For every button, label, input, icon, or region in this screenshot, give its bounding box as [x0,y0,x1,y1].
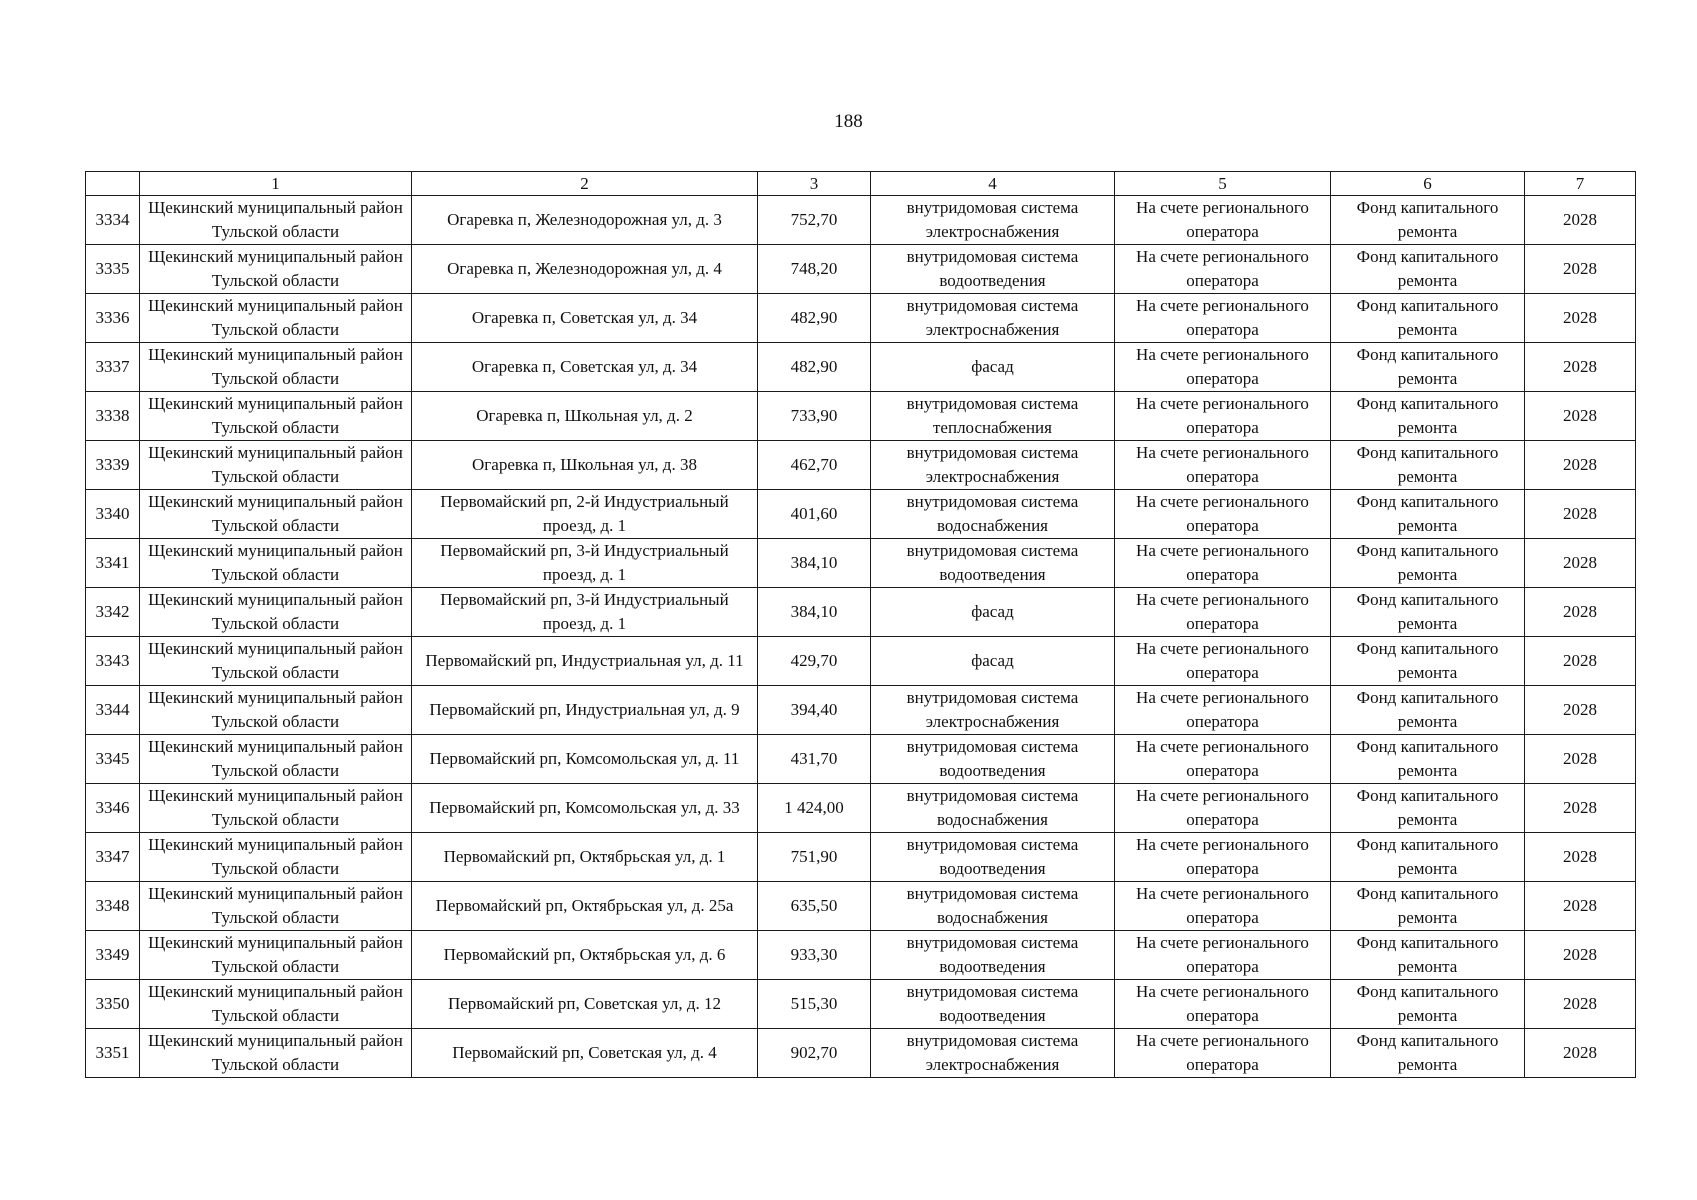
work-type-cell: фасад [871,343,1115,392]
district-cell: Щекинский муниципальный район Тульской области [140,245,412,294]
district-cell: Щекинский муниципальный район Тульской области [140,1029,412,1078]
account-cell: На счете регионального оператора [1115,931,1331,980]
work-type-cell: внутридомовая система водоотведения [871,245,1115,294]
account-cell: На счете регионального оператора [1115,735,1331,784]
address-cell: Первомайский рп, Октябрьская ул, д. 1 [412,833,758,882]
address-cell: Огаревка п, Советская ул, д. 34 [412,343,758,392]
row-number-cell: 3334 [86,196,140,245]
account-cell: На счете регионального оператора [1115,833,1331,882]
area-cell: 902,70 [758,1029,871,1078]
address-cell: Огаревка п, Железнодорожная ул, д. 4 [412,245,758,294]
account-cell: На счете регионального оператора [1115,980,1331,1029]
row-number-cell: 3346 [86,784,140,833]
address-cell: Огаревка п, Школьная ул, д. 2 [412,392,758,441]
year-cell: 2028 [1525,245,1636,294]
area-cell: 482,90 [758,294,871,343]
work-type-cell: внутридомовая система электроснабжения [871,1029,1115,1078]
address-cell: Первомайский рп, Комсомольская ул, д. 33 [412,784,758,833]
table-row [86,588,1636,637]
table-row [86,784,1636,833]
table-row [86,294,1636,343]
district-cell: Щекинский муниципальный район Тульской области [140,882,412,931]
table-row [86,637,1636,686]
row-number-cell: 3344 [86,686,140,735]
funding-source-cell: Фонд капитального ремонта [1331,392,1525,441]
funding-source-cell: Фонд капитального ремонта [1331,882,1525,931]
header-cell-empty [86,172,140,196]
account-cell: На счете регионального оператора [1115,637,1331,686]
table-row [86,735,1636,784]
year-cell: 2028 [1525,1029,1636,1078]
area-cell: 733,90 [758,392,871,441]
address-cell: Огаревка п, Советская ул, д. 34 [412,294,758,343]
address-cell: Первомайский рп, Советская ул, д. 12 [412,980,758,1029]
table-row [86,686,1636,735]
work-type-cell: внутридомовая система водоснабжения [871,882,1115,931]
district-cell: Щекинский муниципальный район Тульской области [140,343,412,392]
funding-source-cell: Фонд капитального ремонта [1331,294,1525,343]
funding-source-cell: Фонд капитального ремонта [1331,784,1525,833]
header-cell-2: 2 [412,172,758,196]
address-cell: Первомайский рп, Индустриальная ул, д. 9 [412,686,758,735]
district-cell: Щекинский муниципальный район Тульской области [140,441,412,490]
funding-source-cell: Фонд капитального ремонта [1331,490,1525,539]
district-cell: Щекинский муниципальный район Тульской области [140,294,412,343]
row-number-cell: 3348 [86,882,140,931]
year-cell: 2028 [1525,539,1636,588]
header-cell-7: 7 [1525,172,1636,196]
address-cell: Первомайский рп, Советская ул, д. 4 [412,1029,758,1078]
area-cell: 933,30 [758,931,871,980]
work-type-cell: внутридомовая система теплоснабжения [871,392,1115,441]
table-row [86,882,1636,931]
work-type-cell: внутридомовая система электроснабжения [871,294,1115,343]
row-number-cell: 3347 [86,833,140,882]
table-header [86,172,1636,196]
table-row [86,245,1636,294]
row-number-cell: 3349 [86,931,140,980]
table-row [86,490,1636,539]
account-cell: На счете регионального оператора [1115,392,1331,441]
row-number-cell: 3341 [86,539,140,588]
account-cell: На счете регионального оператора [1115,196,1331,245]
funding-source-cell: Фонд капитального ремонта [1331,441,1525,490]
area-cell: 752,70 [758,196,871,245]
funding-source-cell: Фонд капитального ремонта [1331,735,1525,784]
row-number-cell: 3339 [86,441,140,490]
address-cell: Первомайский рп, 3-й Индустриальный проезд, д. 1 [412,588,758,637]
address-cell: Первомайский рп, Октябрьская ул, д. 6 [412,931,758,980]
table-body [86,196,1636,1078]
row-number-cell: 3340 [86,490,140,539]
year-cell: 2028 [1525,637,1636,686]
district-cell: Щекинский муниципальный район Тульской области [140,833,412,882]
account-cell: На счете регионального оператора [1115,490,1331,539]
funding-source-cell: Фонд капитального ремонта [1331,931,1525,980]
area-cell: 1 424,00 [758,784,871,833]
district-cell: Щекинский муниципальный район Тульской области [140,392,412,441]
row-number-cell: 3335 [86,245,140,294]
district-cell: Щекинский муниципальный район Тульской области [140,196,412,245]
year-cell: 2028 [1525,784,1636,833]
row-number-cell: 3338 [86,392,140,441]
address-cell: Первомайский рп, Комсомольская ул, д. 11 [412,735,758,784]
account-cell: На счете регионального оператора [1115,294,1331,343]
address-cell: Первомайский рп, Индустриальная ул, д. 11 [412,637,758,686]
funding-source-cell: Фонд капитального ремонта [1331,588,1525,637]
year-cell: 2028 [1525,980,1636,1029]
row-number-cell: 3342 [86,588,140,637]
work-type-cell: фасад [871,588,1115,637]
header-row [86,172,1636,196]
year-cell: 2028 [1525,833,1636,882]
table-row [86,980,1636,1029]
account-cell: На счете регионального оператора [1115,245,1331,294]
table-row [86,392,1636,441]
funding-source-cell: Фонд капитального ремонта [1331,833,1525,882]
row-number-cell: 3336 [86,294,140,343]
row-number-cell: 3345 [86,735,140,784]
funding-source-cell: Фонд капитального ремонта [1331,980,1525,1029]
account-cell: На счете регионального оператора [1115,441,1331,490]
funding-source-cell: Фонд капитального ремонта [1331,245,1525,294]
funding-source-cell: Фонд капитального ремонта [1331,686,1525,735]
district-cell: Щекинский муниципальный район Тульской области [140,784,412,833]
work-type-cell: внутридомовая система водоотведения [871,833,1115,882]
account-cell: На счете регионального оператора [1115,882,1331,931]
page-number: 188 [834,111,863,132]
year-cell: 2028 [1525,490,1636,539]
district-cell: Щекинский муниципальный район Тульской области [140,931,412,980]
year-cell: 2028 [1525,441,1636,490]
table-row [86,539,1636,588]
area-cell: 635,50 [758,882,871,931]
header-cell-5: 5 [1115,172,1331,196]
funding-source-cell: Фонд капитального ремонта [1331,343,1525,392]
area-cell: 515,30 [758,980,871,1029]
year-cell: 2028 [1525,196,1636,245]
address-cell: Первомайский рп, 2-й Индустриальный проезд, д. 1 [412,490,758,539]
area-cell: 401,60 [758,490,871,539]
area-cell: 384,10 [758,588,871,637]
year-cell: 2028 [1525,588,1636,637]
row-number-cell: 3337 [86,343,140,392]
district-cell: Щекинский муниципальный район Тульской области [140,588,412,637]
district-cell: Щекинский муниципальный район Тульской области [140,490,412,539]
work-type-cell: внутридомовая система водоотведения [871,735,1115,784]
area-cell: 384,10 [758,539,871,588]
work-type-cell: внутридомовая система водоотведения [871,931,1115,980]
work-type-cell: внутридомовая система водоотведения [871,980,1115,1029]
area-cell: 429,70 [758,637,871,686]
header-cell-1: 1 [140,172,412,196]
district-cell: Щекинский муниципальный район Тульской области [140,980,412,1029]
district-cell: Щекинский муниципальный район Тульской области [140,735,412,784]
address-cell: Первомайский рп, 3-й Индустриальный проезд, д. 1 [412,539,758,588]
account-cell: На счете регионального оператора [1115,784,1331,833]
table-row [86,833,1636,882]
district-cell: Щекинский муниципальный район Тульской области [140,637,412,686]
work-type-cell: фасад [871,637,1115,686]
account-cell: На счете регионального оператора [1115,588,1331,637]
work-type-cell: внутридомовая система электроснабжения [871,441,1115,490]
account-cell: На счете регионального оператора [1115,539,1331,588]
row-number-cell: 3351 [86,1029,140,1078]
district-cell: Щекинский муниципальный район Тульской области [140,539,412,588]
year-cell: 2028 [1525,343,1636,392]
account-cell: На счете регионального оператора [1115,686,1331,735]
table-row [86,343,1636,392]
area-cell: 751,90 [758,833,871,882]
table-row [86,196,1636,245]
address-cell: Первомайский рп, Октябрьская ул, д. 25а [412,882,758,931]
table-row [86,1029,1636,1078]
header-cell-3: 3 [758,172,871,196]
address-cell: Огаревка п, Железнодорожная ул, д. 3 [412,196,758,245]
year-cell: 2028 [1525,294,1636,343]
account-cell: На счете регионального оператора [1115,343,1331,392]
year-cell: 2028 [1525,686,1636,735]
work-type-cell: внутридомовая система электроснабжения [871,686,1115,735]
year-cell: 2028 [1525,735,1636,784]
district-cell: Щекинский муниципальный район Тульской области [140,686,412,735]
work-type-cell: внутридомовая система водоснабжения [871,784,1115,833]
year-cell: 2028 [1525,882,1636,931]
work-type-cell: внутридомовая система водоснабжения [871,490,1115,539]
funding-source-cell: Фонд капитального ремонта [1331,637,1525,686]
area-cell: 482,90 [758,343,871,392]
funding-source-cell: Фонд капитального ремонта [1331,539,1525,588]
year-cell: 2028 [1525,931,1636,980]
year-cell: 2028 [1525,392,1636,441]
table-row [86,441,1636,490]
funding-source-cell: Фонд капитального ремонта [1331,196,1525,245]
work-type-cell: внутридомовая система электроснабжения [871,196,1115,245]
work-type-cell: внутридомовая система водоотведения [871,539,1115,588]
row-number-cell: 3350 [86,980,140,1029]
area-cell: 394,40 [758,686,871,735]
header-cell-4: 4 [871,172,1115,196]
header-cell-6: 6 [1331,172,1525,196]
area-cell: 431,70 [758,735,871,784]
funding-source-cell: Фонд капитального ремонта [1331,1029,1525,1078]
repair-registry-table [85,171,1636,1078]
area-cell: 462,70 [758,441,871,490]
address-cell: Огаревка п, Школьная ул, д. 38 [412,441,758,490]
table-row [86,931,1636,980]
area-cell: 748,20 [758,245,871,294]
account-cell: На счете регионального оператора [1115,1029,1331,1078]
row-number-cell: 3343 [86,637,140,686]
